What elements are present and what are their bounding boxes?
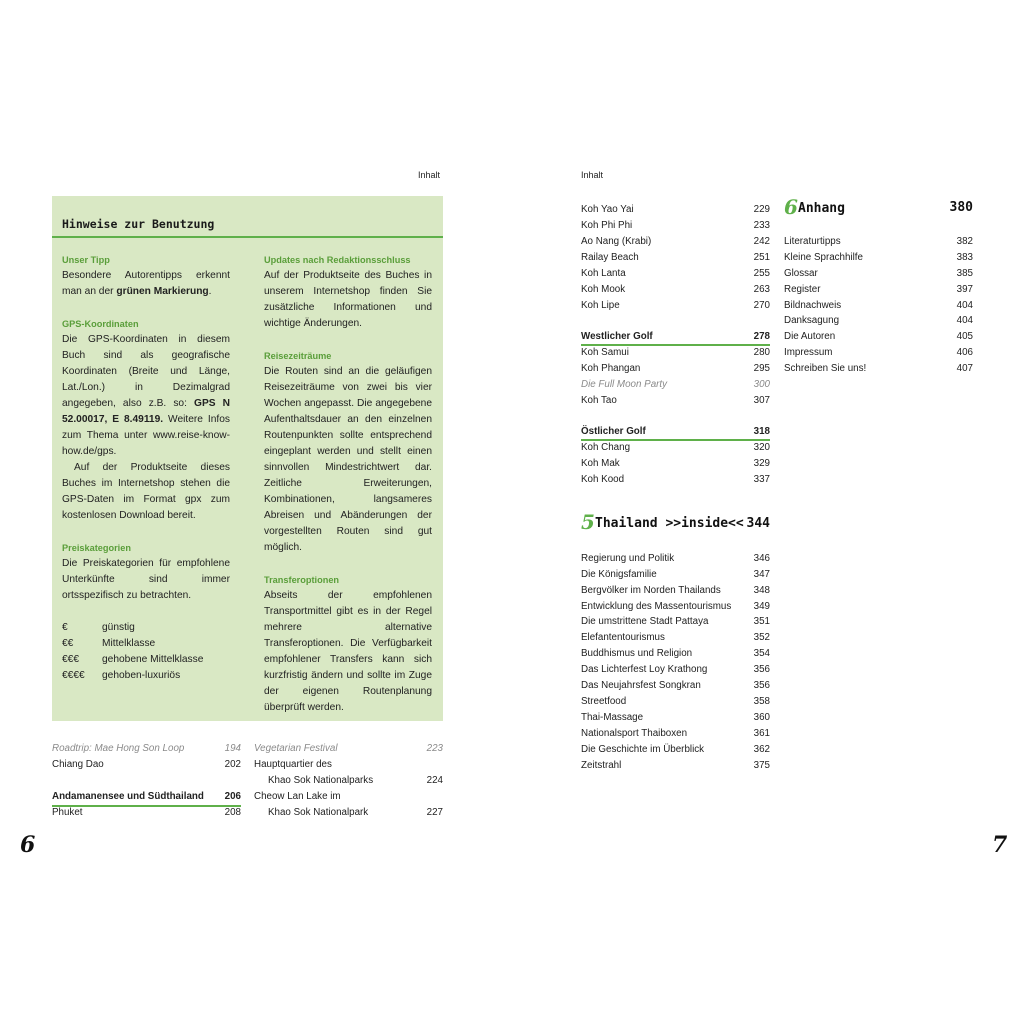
toc-section-oestlicher-golf[interactable]: Östlicher Golf 318 xyxy=(581,426,770,437)
chapter-page: 344 xyxy=(746,516,770,531)
toc-entry[interactable]: Die Autoren 405 xyxy=(784,331,973,342)
gps-download-text: Auf der Produktseite dieses Buches im Internetshop stehen die GPS-Daten im Format gpx zum kostenlosen Download bereit. xyxy=(62,462,230,521)
toc-entry[interactable]: Ao Nang (Krabi) 242 xyxy=(581,236,770,247)
toc-entry[interactable]: Hauptquartier des xyxy=(254,759,332,770)
left-page-number: 6 xyxy=(20,832,36,858)
chapter-5-heading[interactable] xyxy=(581,510,770,538)
toc-entry[interactable]: Elefantentourismus 352 xyxy=(581,632,770,643)
toc-entry[interactable]: Die umstrittene Stadt Pattaya 351 xyxy=(581,616,770,627)
toc-entry[interactable]: Chiang Dao 202 xyxy=(52,759,241,770)
chapter-number: 6 xyxy=(784,195,798,219)
toc-entry[interactable]: Koh Mak 329 xyxy=(581,458,770,469)
toc-entry[interactable]: Vegetarian Festival 223 xyxy=(254,743,443,754)
toc-entry[interactable]: Koh Kood 337 xyxy=(581,474,770,485)
reise-title: Reisezeiträume xyxy=(264,351,332,361)
chapter-number: 5 xyxy=(581,510,595,534)
toc-entry[interactable]: Buddhismus und Religion 354 xyxy=(581,648,770,659)
infobox-left-column xyxy=(62,252,230,684)
toc-entry[interactable]: Phuket 208 xyxy=(52,807,241,818)
gps-title: GPS-Koordinaten xyxy=(62,319,139,329)
gps-text: Die GPS-Koordinaten in diesem Buch sind als geografische Koordinaten (Breite und Länge, Lat./Lon.) in Dezimalgrad angegeben, also z.B. so: GPS N 52.00017, E 8.49119. Weitere Infos zum Thema unter www.reise-know-how.de/gps. xyxy=(62,334,230,457)
toc-entry[interactable]: Zeitstrahl 375 xyxy=(581,760,770,771)
infobox-divider xyxy=(52,236,443,238)
toc-entry[interactable]: Koh Yao Yai 229 xyxy=(581,204,770,215)
transfer-title: Transferoptionen xyxy=(264,575,340,585)
transfer-text: Abseits der empfohlenen Transportmittel gibt es in der Regel mehrere alternative Transferoptionen. Die Verfügbarkeit empfohlener Transfers kann sich kurzfristig ändern und sollte im Zuge der eigenen Routenplanung überprüft werden. xyxy=(264,590,432,713)
updates-title: Updates nach Redaktionsschluss xyxy=(264,255,411,265)
toc-entry[interactable]: Koh Tao 307 xyxy=(581,395,770,406)
right-running-header: Inhalt xyxy=(581,170,604,180)
price-row: €€€€ gehoben-luxuriös xyxy=(62,670,181,681)
toc-entry[interactable]: Koh Chang 320 xyxy=(581,442,770,453)
toc-entry[interactable]: Literaturtipps 382 xyxy=(784,236,973,247)
toc-entry[interactable]: Das Neujahrsfest Songkran 356 xyxy=(581,680,770,691)
toc-entry[interactable]: Nationalsport Thaiboxen 361 xyxy=(581,728,770,739)
infobox-right-column xyxy=(264,252,432,716)
toc-entry[interactable]: Koh Phangan 295 xyxy=(581,363,770,374)
tipp-text: Besondere Autorentipps erkennt man an der grünen Markierung. xyxy=(62,270,230,297)
reise-text: Die Routen sind an die geläufigen Reisezeiträume von zwei bis vier Wochen angepasst. Die angegebene Aufenthaltsdauer an den einzelnen Routenpunkten sollte entsprechend eingeplant werden und stellt einen sinnvollen Mindestrichtwert dar. Zeitliche Erweiterungen, Kombinationen, langsameres Abreisen und Abänderungen der vorgestellten Routen sind gut möglich. xyxy=(264,366,432,553)
preis-title: Preiskategorien xyxy=(62,543,131,553)
toc-entry[interactable]: Koh Samui 280 xyxy=(581,347,770,358)
chapter-title: Anhang xyxy=(798,201,845,216)
toc-entry[interactable]: Cheow Lan Lake im xyxy=(254,791,341,802)
toc-section-andamanensee[interactable]: Andamanensee und Südthailand 206 xyxy=(52,791,241,802)
preis-text: Die Preiskategorien für empfohlene Unterkünfte sind immer ortsspezifisch zu betrachten. xyxy=(62,558,230,601)
chapter-title: Thailand >>inside<< xyxy=(595,516,744,531)
toc-entry[interactable]: Glossar 385 xyxy=(784,268,973,279)
chapter-page: 380 xyxy=(949,200,973,215)
toc-entry[interactable]: Railay Beach 251 xyxy=(581,252,770,263)
price-row: € günstig xyxy=(62,622,135,633)
toc-entry[interactable]: Schreiben Sie uns! 407 xyxy=(784,363,973,374)
toc-entry[interactable]: Die Königsfamilie 347 xyxy=(581,569,770,580)
toc-entry[interactable]: Kleine Sprachhilfe 383 xyxy=(784,252,973,263)
toc-entry[interactable]: Die Full Moon Party 300 xyxy=(581,379,770,390)
right-page-number: 7 xyxy=(992,832,1008,858)
toc-entry[interactable]: Bildnachweis 404 xyxy=(784,300,973,311)
toc-entry[interactable]: Streetfood 358 xyxy=(581,696,770,707)
toc-entry[interactable]: Entwicklung des Massentourismus 349 xyxy=(581,601,770,612)
toc-entry[interactable]: Die Geschichte im Überblick 362 xyxy=(581,744,770,755)
chapter-6-heading[interactable] xyxy=(784,195,973,223)
toc-entry[interactable]: Koh Lanta 255 xyxy=(581,268,770,279)
toc-entry[interactable]: Koh Lipe 270 xyxy=(581,300,770,311)
toc-entry[interactable]: Roadtrip: Mae Hong Son Loop 194 xyxy=(52,743,241,754)
toc-section-westlicher-golf[interactable]: Westlicher Golf 278 xyxy=(581,331,770,342)
updates-text: Auf der Produktseite des Buches in unserem Internetshop finden Sie zusätzliche Informationen und wichtige Änderungen. xyxy=(264,270,432,329)
toc-entry[interactable]: Bergvölker im Norden Thailands 348 xyxy=(581,585,770,596)
toc-entry[interactable]: Impressum 406 xyxy=(784,347,973,358)
toc-entry[interactable]: Thai-Massage 360 xyxy=(581,712,770,723)
toc-entry[interactable]: Koh Phi Phi 233 xyxy=(581,220,770,231)
left-running-header: Inhalt xyxy=(418,170,441,180)
toc-entry[interactable]: Register 397 xyxy=(784,284,973,295)
price-row: €€ Mittelklasse xyxy=(62,638,156,649)
toc-entry[interactable]: Khao Sok Nationalparks 224 xyxy=(268,775,443,786)
usage-info-box xyxy=(52,196,443,721)
toc-entry[interactable]: Regierung und Politik 346 xyxy=(581,553,770,564)
price-row: €€€ gehobene Mittelklasse xyxy=(62,654,204,665)
price-legend xyxy=(62,620,230,684)
toc-entry[interactable]: Danksagung 404 xyxy=(784,315,973,326)
toc-entry[interactable]: Koh Mook 263 xyxy=(581,284,770,295)
infobox-title: Hinweise zur Benutzung xyxy=(62,217,215,231)
toc-entry[interactable]: Das Lichterfest Loy Krathong 356 xyxy=(581,664,770,675)
toc-entry[interactable]: Khao Sok Nationalpark 227 xyxy=(268,807,443,818)
tipp-title: Unser Tipp xyxy=(62,255,110,265)
